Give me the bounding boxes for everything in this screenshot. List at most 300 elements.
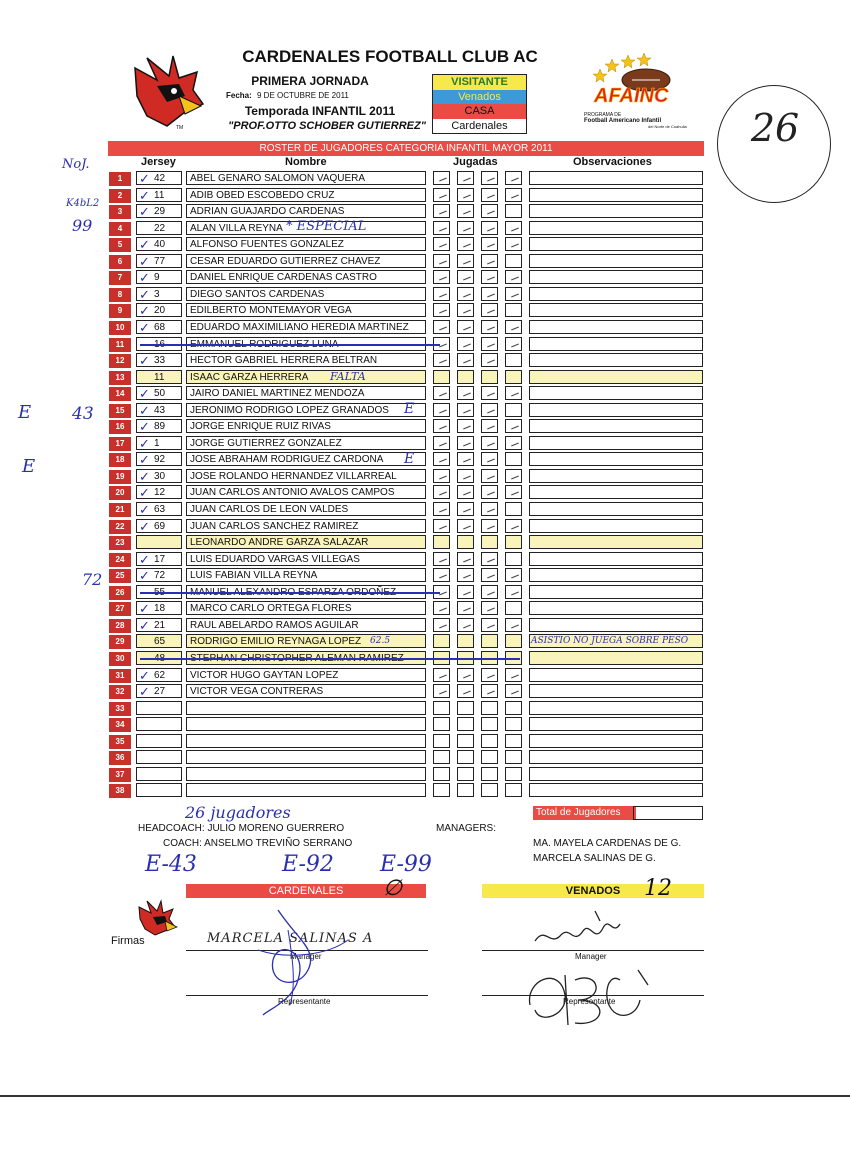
play-box xyxy=(457,270,474,284)
jersey-cell xyxy=(136,734,182,748)
play-box xyxy=(481,717,498,731)
jersey-cell xyxy=(136,502,182,516)
notes-cell xyxy=(529,684,703,698)
play-tick xyxy=(511,195,519,199)
play-tick xyxy=(511,244,519,248)
play-tick xyxy=(487,459,495,463)
player-name: JERONIMO RODRIGO LOPEZ GRANADOS xyxy=(186,403,426,417)
notes-cell xyxy=(529,320,703,334)
play-box xyxy=(481,188,498,202)
row-number: 37 xyxy=(108,767,132,783)
jersey-cell xyxy=(136,552,182,566)
play-box xyxy=(505,370,522,384)
play-box xyxy=(505,684,522,698)
jersey-number: 72 xyxy=(154,570,166,581)
player-name: DANIEL ENRIQUE CARDENAS CASTRO xyxy=(186,270,426,284)
handwritten-especial: * ESPECIAL xyxy=(286,219,367,234)
row-number: 30 xyxy=(108,651,132,667)
checkmark-icon: ✓ xyxy=(139,618,150,633)
play-box xyxy=(481,370,498,384)
play-box xyxy=(457,320,474,334)
jersey-cell xyxy=(136,618,182,632)
handwritten-e-margin-2: E xyxy=(22,456,36,477)
row-number: 24 xyxy=(108,552,132,568)
home-team-bar: CARDENALES xyxy=(186,884,426,898)
checkmark-icon: ✓ xyxy=(139,568,150,583)
season-label: Temporada INFANTIL 2011 xyxy=(244,104,396,118)
play-box xyxy=(433,353,450,367)
row-number: 28 xyxy=(108,618,132,634)
notes-cell xyxy=(529,386,703,400)
play-box xyxy=(433,502,450,516)
play-box xyxy=(457,237,474,251)
player-name: ALFONSO FUENTES GONZALEZ xyxy=(186,237,426,251)
player-name: JOSE ABRAHAM RODRIGUEZ CARDONA xyxy=(186,452,426,466)
player-name: RAUL ABELARDO RAMOS AGUILAR xyxy=(186,618,426,632)
play-tick xyxy=(511,277,519,281)
checkmark-icon: ✓ xyxy=(139,171,150,186)
play-tick xyxy=(439,310,447,314)
play-box xyxy=(433,370,450,384)
jersey-cell xyxy=(136,668,182,682)
play-box xyxy=(481,337,498,351)
away-team-name: VENADOS xyxy=(565,885,621,897)
play-box xyxy=(505,767,522,781)
play-tick xyxy=(439,691,447,695)
play-box xyxy=(505,717,522,731)
jersey-number: 65 xyxy=(154,636,166,647)
play-box xyxy=(433,783,450,797)
manager-1: MA. MAYELA CARDENAS DE G. xyxy=(533,838,682,849)
play-tick xyxy=(463,492,471,496)
jersey-number: 43 xyxy=(154,405,166,416)
play-tick xyxy=(463,327,471,331)
checkmark-icon: ✓ xyxy=(139,502,150,517)
play-box xyxy=(505,353,522,367)
player-name xyxy=(186,701,426,715)
player-name: MARCO CARLO ORTEGA FLORES xyxy=(186,601,426,615)
play-tick xyxy=(463,509,471,513)
play-box xyxy=(433,634,450,648)
jersey-number: 27 xyxy=(154,686,166,697)
play-box xyxy=(505,320,522,334)
play-box xyxy=(433,221,450,235)
play-box xyxy=(505,436,522,450)
checkmark-icon: ✓ xyxy=(139,237,150,252)
play-tick xyxy=(439,459,447,463)
row-number: 23 xyxy=(108,535,132,551)
notes-cell xyxy=(529,370,703,384)
player-name: ADIB OBED ESCOBEDO CRUZ xyxy=(186,188,426,202)
play-tick xyxy=(439,261,447,265)
play-box xyxy=(433,204,450,218)
player-name: LUIS EDUARDO VARGAS VILLEGAS xyxy=(186,552,426,566)
play-box xyxy=(457,717,474,731)
notes-cell xyxy=(529,403,703,417)
strike-line xyxy=(140,592,440,594)
jersey-cell xyxy=(136,188,182,202)
play-tick xyxy=(511,575,519,579)
notes-cell xyxy=(529,668,703,682)
checkmark-icon: ✓ xyxy=(139,601,150,616)
play-tick xyxy=(463,459,471,463)
notes-cell xyxy=(529,452,703,466)
handwritten-weight: 62.5 xyxy=(370,636,391,646)
jersey-cell xyxy=(136,568,182,582)
play-tick xyxy=(439,277,447,281)
visitor-team: Venados xyxy=(433,90,526,105)
headcoach: HEADCOACH: JULIO MORENO GUERRERO xyxy=(138,823,345,834)
play-box xyxy=(481,254,498,268)
notes-cell xyxy=(529,436,703,450)
player-name: ABEL GENARO SALOMON VAQUERA xyxy=(186,171,426,185)
play-box xyxy=(481,287,498,301)
play-box xyxy=(457,783,474,797)
jersey-number: 30 xyxy=(154,471,166,482)
play-box xyxy=(457,188,474,202)
play-box xyxy=(505,519,522,533)
handwritten-e-row18: E xyxy=(404,451,415,467)
player-name: JOSE ROLANDO HERNANDEZ VILLARREAL xyxy=(186,469,426,483)
jersey-cell xyxy=(136,403,182,417)
row-number: 38 xyxy=(108,783,132,799)
player-name: JORGE ENRIQUE RUIZ RIVAS xyxy=(186,419,426,433)
notes-cell xyxy=(529,419,703,433)
jersey-cell xyxy=(136,750,182,764)
play-box xyxy=(457,684,474,698)
play-tick xyxy=(511,675,519,679)
player-name: DIEGO SANTOS CARDENAS xyxy=(186,287,426,301)
row-number: 12 xyxy=(108,353,132,369)
play-tick xyxy=(463,277,471,281)
play-tick xyxy=(439,426,447,430)
notes-cell xyxy=(529,270,703,284)
play-box xyxy=(433,270,450,284)
row-number: 31 xyxy=(108,668,132,684)
play-tick xyxy=(463,608,471,612)
play-tick xyxy=(439,327,447,331)
play-tick xyxy=(463,244,471,248)
play-box xyxy=(457,634,474,648)
handwritten-e-margin-1: E xyxy=(18,402,32,423)
play-tick xyxy=(487,360,495,364)
total-players-box xyxy=(633,806,703,820)
row-number: 5 xyxy=(108,237,132,253)
jersey-cell xyxy=(136,684,182,698)
play-box xyxy=(457,535,474,549)
play-box xyxy=(481,568,498,582)
row-number: 29 xyxy=(108,634,132,650)
jersey-cell xyxy=(136,221,182,235)
row-number: 13 xyxy=(108,370,132,386)
play-tick xyxy=(487,426,495,430)
play-box xyxy=(433,717,450,731)
notes-cell xyxy=(529,485,703,499)
play-box xyxy=(481,469,498,483)
play-box xyxy=(457,452,474,466)
row-number: 20 xyxy=(108,485,132,501)
date-value: 9 DE OCTUBRE DE 2011 xyxy=(257,91,349,100)
home-score: ∅ xyxy=(383,876,403,901)
play-box xyxy=(433,386,450,400)
play-box xyxy=(505,783,522,797)
notes-cell xyxy=(529,618,703,632)
play-box xyxy=(481,734,498,748)
play-box xyxy=(505,386,522,400)
play-box xyxy=(505,535,522,549)
play-tick xyxy=(439,509,447,513)
handwritten-e92: E-92 xyxy=(282,852,334,877)
jersey-cell xyxy=(136,452,182,466)
jersey-cell xyxy=(136,303,182,317)
player-name: CESAR EDUARDO GUTIERREZ CHAVEZ xyxy=(186,254,426,268)
play-box xyxy=(481,618,498,632)
jersey-cell xyxy=(136,320,182,334)
play-box xyxy=(505,585,522,599)
row-number: 36 xyxy=(108,750,132,766)
play-box xyxy=(481,204,498,218)
play-tick xyxy=(439,195,447,199)
checkmark-icon: ✓ xyxy=(139,386,150,401)
club-title: CARDENALES FOOTBALL CLUB AC xyxy=(242,47,538,66)
jersey-cell xyxy=(136,270,182,284)
jersey-cell xyxy=(136,717,182,731)
home-rep-label: Representante xyxy=(278,997,331,1006)
play-box xyxy=(481,270,498,284)
jersey-number: 92 xyxy=(154,454,166,465)
notes-cell xyxy=(529,750,703,764)
play-tick xyxy=(511,178,519,182)
column-notes: Observaciones xyxy=(573,156,652,168)
notes-cell xyxy=(529,585,703,599)
play-box xyxy=(481,552,498,566)
play-box xyxy=(481,436,498,450)
row-number: 2 xyxy=(108,188,132,204)
play-box xyxy=(433,684,450,698)
checkmark-icon: ✓ xyxy=(139,270,150,285)
honoree-label: "PROF.OTTO SCHOBER GUTIERREZ" xyxy=(228,120,426,132)
play-box xyxy=(481,519,498,533)
play-tick xyxy=(463,228,471,232)
strike-line xyxy=(140,344,440,346)
checkmark-icon: ✓ xyxy=(139,668,150,683)
jersey-number: 77 xyxy=(154,256,166,267)
play-box xyxy=(481,419,498,433)
play-box xyxy=(505,221,522,235)
play-box xyxy=(505,469,522,483)
roster-banner: ROSTER DE JUGADORES CATEGORIA INFANTIL MAYOR 2011 xyxy=(108,141,704,156)
play-tick xyxy=(511,691,519,695)
play-box xyxy=(505,701,522,715)
play-box xyxy=(505,403,522,417)
player-name: EDUARDO MAXIMILIANO HEREDIA MARTINEZ xyxy=(186,320,426,334)
column-jersey: Jersey xyxy=(141,156,176,168)
player-name xyxy=(186,750,426,764)
row-number: 4 xyxy=(108,221,132,237)
round-label: PRIMERA JORNADA xyxy=(251,74,369,88)
home-manager-label: Manager xyxy=(290,952,322,961)
row-number: 7 xyxy=(108,270,132,286)
play-box xyxy=(457,337,474,351)
row-number: 22 xyxy=(108,519,132,535)
play-tick xyxy=(487,294,495,298)
play-box xyxy=(505,171,522,185)
play-box xyxy=(457,469,474,483)
player-name: JAIRO DANIEL MARTINEZ MENDOZA xyxy=(186,386,426,400)
play-box xyxy=(457,750,474,764)
jersey-cell xyxy=(136,436,182,450)
play-box xyxy=(433,668,450,682)
play-box xyxy=(481,701,498,715)
play-box xyxy=(481,535,498,549)
play-tick xyxy=(487,476,495,480)
row-number: 6 xyxy=(108,254,132,270)
play-box xyxy=(505,254,522,268)
play-box xyxy=(433,237,450,251)
play-box xyxy=(481,668,498,682)
player-name: LEONARDO ANDRE GARZA SALAZAR xyxy=(186,535,426,549)
jersey-number: 68 xyxy=(154,322,166,333)
play-tick xyxy=(487,526,495,530)
play-box xyxy=(433,519,450,533)
row-number: 19 xyxy=(108,469,132,485)
play-tick xyxy=(511,327,519,331)
row-number: 8 xyxy=(108,287,132,303)
jersey-cell xyxy=(136,634,182,648)
trademark-mark: TM xyxy=(176,125,184,131)
play-box xyxy=(457,403,474,417)
jersey-number: 12 xyxy=(154,487,166,498)
play-tick xyxy=(439,476,447,480)
away-rep-signature xyxy=(520,955,660,1030)
notes-cell xyxy=(529,188,703,202)
play-box xyxy=(433,254,450,268)
notes-cell xyxy=(529,204,703,218)
handwritten-43: 43 xyxy=(72,404,94,424)
play-box xyxy=(505,270,522,284)
checkmark-icon: ✓ xyxy=(139,303,150,318)
manager-2: MARCELA SALINAS DE G. xyxy=(533,853,656,864)
play-box xyxy=(433,303,450,317)
notes-cell xyxy=(529,237,703,251)
checkmark-icon: ✓ xyxy=(139,552,150,567)
play-tick xyxy=(487,410,495,414)
play-box xyxy=(433,767,450,781)
play-tick xyxy=(487,559,495,563)
notes-cell xyxy=(529,502,703,516)
play-tick xyxy=(487,492,495,496)
play-tick xyxy=(463,625,471,629)
play-box xyxy=(433,485,450,499)
jersey-number: 20 xyxy=(154,305,166,316)
play-box xyxy=(457,353,474,367)
play-box xyxy=(505,237,522,251)
play-tick xyxy=(511,344,519,348)
play-box xyxy=(505,668,522,682)
player-name: VICTOR HUGO GAYTAN LOPEZ xyxy=(186,668,426,682)
handwritten-k-note: K4bL2 xyxy=(66,198,100,209)
checkmark-icon: ✓ xyxy=(139,452,150,467)
play-box xyxy=(505,568,522,582)
play-tick xyxy=(439,443,447,447)
checkmark-icon: ✓ xyxy=(139,519,150,534)
play-tick xyxy=(463,310,471,314)
visitor-label: VISITANTE xyxy=(433,75,526,90)
jersey-cell xyxy=(136,254,182,268)
play-tick xyxy=(487,211,495,215)
play-box xyxy=(433,568,450,582)
jersey-number: 11 xyxy=(154,372,165,383)
play-tick xyxy=(439,575,447,579)
row-number: 32 xyxy=(108,684,132,700)
notes-cell xyxy=(529,717,703,731)
notes-cell xyxy=(529,601,703,615)
play-tick xyxy=(487,691,495,695)
play-tick xyxy=(487,625,495,629)
play-box xyxy=(433,618,450,632)
play-box xyxy=(505,634,522,648)
play-tick xyxy=(463,675,471,679)
row-number: 9 xyxy=(108,303,132,319)
jersey-number: 18 xyxy=(154,603,166,614)
afa-logo-text: AFAINC xyxy=(594,85,669,107)
home-manager-signature-text: MARCELA SALINAS A xyxy=(207,931,374,946)
play-box xyxy=(457,519,474,533)
player-name: ALAN VILLA REYNA xyxy=(186,221,426,235)
handwritten-99: 99 xyxy=(72,216,93,235)
play-tick xyxy=(463,426,471,430)
player-name xyxy=(186,783,426,797)
play-box xyxy=(481,386,498,400)
play-box xyxy=(505,204,522,218)
play-tick xyxy=(511,492,519,496)
jersey-number: 1 xyxy=(154,438,160,449)
player-name xyxy=(186,717,426,731)
row-number: 14 xyxy=(108,386,132,402)
managers-label: MANAGERS: xyxy=(436,823,497,834)
play-box xyxy=(481,502,498,516)
home-signature-scribble xyxy=(238,900,368,1020)
afa-subtitle-program: PROGRAMA DE xyxy=(584,112,622,118)
play-tick xyxy=(487,261,495,265)
player-name xyxy=(186,767,426,781)
play-box xyxy=(457,502,474,516)
play-box xyxy=(457,552,474,566)
row-number: 15 xyxy=(108,403,132,419)
play-tick xyxy=(439,228,447,232)
play-box xyxy=(481,684,498,698)
play-tick xyxy=(463,393,471,397)
play-tick xyxy=(487,675,495,679)
play-box xyxy=(457,171,474,185)
row-number: 26 xyxy=(108,585,132,601)
checkmark-icon: ✓ xyxy=(139,684,150,699)
checkmark-icon: ✓ xyxy=(139,419,150,434)
jersey-number: 33 xyxy=(154,355,166,366)
play-box xyxy=(433,552,450,566)
play-tick xyxy=(511,476,519,480)
play-tick xyxy=(463,294,471,298)
play-tick xyxy=(511,443,519,447)
handwritten-e99: E-99 xyxy=(380,852,432,877)
coach: COACH: ANSELMO TREVIÑO SERRANO xyxy=(163,838,353,849)
play-box xyxy=(505,452,522,466)
checkmark-icon: ✓ xyxy=(139,469,150,484)
play-tick xyxy=(463,526,471,530)
jersey-number: 17 xyxy=(154,554,166,565)
play-tick xyxy=(439,492,447,496)
jersey-cell xyxy=(136,767,182,781)
